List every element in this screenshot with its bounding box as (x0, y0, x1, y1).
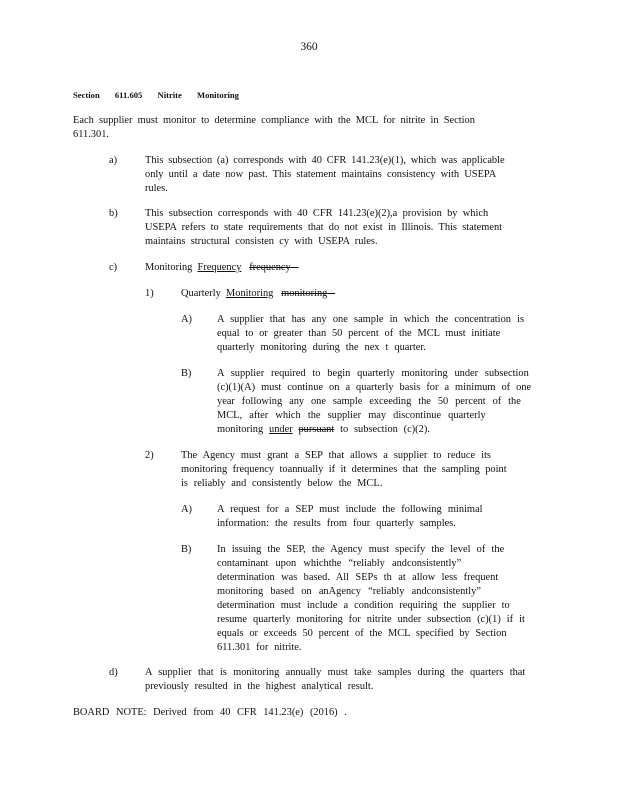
item-c-title-prefix: Monitoring (145, 262, 193, 273)
item-c1-title (181, 287, 335, 301)
item-c1A-line: quarterly monitoring during the nex t quarter. (217, 342, 426, 353)
item-d-label: d) (109, 667, 118, 678)
item-c1B-line: (c)(1)(A) must continue on a quarterly basis for a minimum of one (217, 382, 532, 393)
item-c1B-label: B) (181, 368, 192, 379)
item-c1-title-prefix: Quarterly (181, 288, 221, 299)
item-b-line: This subsection corresponds with 40 CFR 141.23(e)(2),a provision by which (145, 208, 489, 219)
item-c2B-line: In issuing the SEP, the Agency must specify the level of the (217, 544, 505, 555)
item-d-line: previously resulted in the highest analytical result. (145, 681, 374, 692)
item-c1B-line: MCL, after which the supplier may discontinue quarterly (217, 410, 486, 421)
item-c2B-line: contaminant upon whichthe “reliably andconsistently” (217, 558, 462, 569)
item-c-title-added: Frequency (197, 262, 242, 273)
board-note: BOARD NOTE: Derived from 40 CFR 141.23(e) (2016) . (73, 707, 347, 718)
item-c-title (145, 261, 299, 275)
item-c1A-line: equal to or greater than 50 percent of the MCL must initiate (217, 328, 501, 339)
item-c1B-last-line (217, 423, 430, 437)
item-c1B-last-deleted: pursuant (298, 424, 335, 435)
item-c1-label: 1) (145, 288, 154, 299)
item-c2B-line: determination was based. All SEPs th at allow less frequent (217, 572, 499, 583)
item-c1A-label: A) (181, 314, 192, 325)
item-a-label: a) (109, 155, 118, 166)
item-a-line: This subsection (a) corresponds with 40 CFR 141.23(e)(1), which was applicable (145, 155, 505, 166)
section-heading: Section 611.605 Nitrite Monitoring (73, 90, 239, 100)
intro-line-2: 611.301. (73, 129, 109, 140)
item-d-line: A supplier that is monitoring annually must take samples during the quarters that (145, 667, 526, 678)
item-c1B-line: A supplier required to begin quarterly monitoring under subsection (217, 368, 529, 379)
item-c1B-last-added: under (269, 424, 293, 435)
item-c1B-last-suffix: to subsection (c)(2). (340, 424, 430, 435)
item-a-line: only until a date now past. This statement maintains consistency with USEPA (145, 169, 497, 180)
item-c2-label: 2) (145, 450, 154, 461)
item-c2A-line: information: the results from four quarterly samples. (217, 518, 456, 529)
item-c-title-deleted: frequency (249, 262, 291, 273)
item-c2-line: is reliably and consistently below the MCL. (181, 478, 383, 489)
item-c2B-line: equals or exceeds 50 percent of the MCL specified by Section (217, 628, 507, 639)
page-number: 360 (300, 41, 318, 53)
item-c2B-line: determination must include a condition requiring the supplier to (217, 600, 510, 611)
item-c1B-last-prefix: monitoring (217, 424, 264, 435)
item-c1-title-added: Monitoring (226, 288, 274, 299)
item-c2B-line: monitoring based on anAgency “reliably andconsistently” (217, 586, 481, 597)
intro-line-1: Each supplier must monitor to determine compliance with the MCL for nitrite in Section (73, 115, 475, 126)
item-b-line: USEPA refers to state requirements that do not exist in Illinois. This statement (145, 222, 503, 233)
item-c-label: c) (109, 262, 118, 273)
item-a-line: rules. (145, 183, 168, 194)
item-c1A-line: A supplier that has any one sample in which the concentration is (217, 314, 525, 325)
item-c2B-line: resume quarterly monitoring for nitrite under subsection (c)(1) if it (217, 614, 525, 625)
item-c1B-line: year following any one sample exceeding the 50 percent of the (217, 396, 521, 407)
item-c2-line: The Agency must grant a SEP that allows a supplier to reduce its (181, 450, 491, 461)
item-c2B-label: B) (181, 544, 192, 555)
item-c2B-line: 611.301 for nitrite. (217, 642, 302, 653)
item-b-label: b) (109, 208, 118, 219)
item-c1-title-deleted: monitoring (281, 288, 328, 299)
item-c2-line: monitoring frequency toannually if it determines that the sampling point (181, 464, 507, 475)
item-b-line: maintains structural consisten cy with USEPA rules. (145, 236, 378, 247)
item-c2A-line: A request for a SEP must include the following minimal (217, 504, 483, 515)
item-c2A-label: A) (181, 504, 192, 515)
